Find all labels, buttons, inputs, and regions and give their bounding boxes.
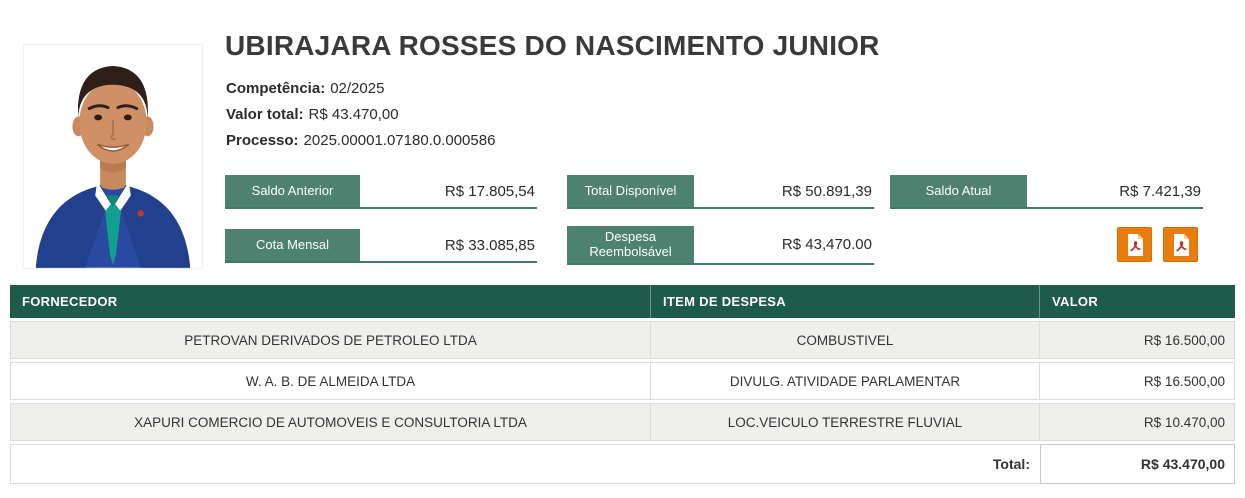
expense-table xyxy=(10,285,1235,484)
summary-saldo-anterior-value: R$ 17.805,54 xyxy=(444,182,535,200)
cell-item: COMBUSTIVEL xyxy=(651,321,1040,359)
summary-despesa-reembolsavel-value: R$ 43,470.00 xyxy=(781,236,872,253)
competencia-value: 02/2025 xyxy=(330,80,385,97)
summary-cota-mensal-label: Cota Mensal xyxy=(225,229,360,261)
valor-total-value: R$ 43.470,00 xyxy=(308,106,399,123)
summary-total-disponivel xyxy=(567,175,874,209)
cell-item: LOC.VEICULO TERRESTRE FLUVIAL xyxy=(651,403,1040,441)
pdf-download-button-2[interactable] xyxy=(1163,227,1198,262)
table-total-row xyxy=(10,444,1235,484)
processo-value: 2025.00001.07180.0.000586 xyxy=(303,132,496,149)
cell-valor: R$ 10.470,00 xyxy=(1040,403,1235,441)
pdf-file-icon xyxy=(1169,233,1193,257)
cell-fornecedor: XAPURI COMERCIO DE AUTOMOVEIS E CONSULTORIA LTDA xyxy=(10,403,651,441)
table-row xyxy=(10,321,1235,359)
summary-saldo-anterior xyxy=(225,175,537,209)
total-label: Total: xyxy=(10,444,1040,484)
pdf-download-button-1[interactable] xyxy=(1117,227,1152,262)
competencia-field xyxy=(226,76,495,102)
cell-valor: R$ 16.500,00 xyxy=(1040,362,1235,400)
processo-label: Processo: xyxy=(226,132,299,149)
summary-saldo-anterior-label: Saldo Anterior xyxy=(225,175,360,207)
header-fornecedor: FORNECEDOR xyxy=(10,285,651,318)
competencia-label: Competência: xyxy=(226,80,326,97)
summary-saldo-atual-label: Saldo Atual xyxy=(890,175,1027,207)
summary-despesa-reembolsavel xyxy=(567,226,874,265)
cell-item: DIVULG. ATIVIDADE PARLAMENTAR xyxy=(651,362,1040,400)
valor-total-label: Valor total: xyxy=(226,106,304,123)
header-item-de-despesa: ITEM DE DESPESA xyxy=(651,285,1040,318)
total-value: R$ 43.470,00 xyxy=(1040,444,1235,484)
summary-total-disponivel-label: Total Disponível xyxy=(567,175,694,207)
valor-total-field xyxy=(226,102,495,128)
table-row xyxy=(10,362,1235,400)
summary-saldo-atual xyxy=(890,175,1203,209)
portrait-image xyxy=(24,45,202,268)
cell-valor: R$ 16.500,00 xyxy=(1040,321,1235,359)
cell-fornecedor: W. A. B. DE ALMEIDA LTDA xyxy=(10,362,651,400)
table-header-row xyxy=(10,285,1235,318)
summary-cota-mensal xyxy=(225,229,537,263)
deputy-photo xyxy=(23,44,203,269)
summary-saldo-atual-value: R$ 7.421,39 xyxy=(1119,182,1201,200)
profile-info xyxy=(226,76,495,154)
summary-cota-mensal-value: R$ 33.085,85 xyxy=(444,236,535,254)
summary-despesa-reembolsavel-label: Despesa Reembolsável xyxy=(567,226,694,263)
page-title: UBIRAJARA ROSSES DO NASCIMENTO JUNIOR xyxy=(225,30,880,61)
cell-fornecedor: PETROVAN DERIVADOS DE PETROLEO LTDA xyxy=(10,321,651,359)
processo-field xyxy=(226,128,495,154)
pdf-file-icon xyxy=(1123,233,1147,257)
header-valor: VALOR xyxy=(1052,294,1099,309)
summary-total-disponivel-value: R$ 50.891,39 xyxy=(781,182,872,200)
table-row xyxy=(10,403,1235,441)
